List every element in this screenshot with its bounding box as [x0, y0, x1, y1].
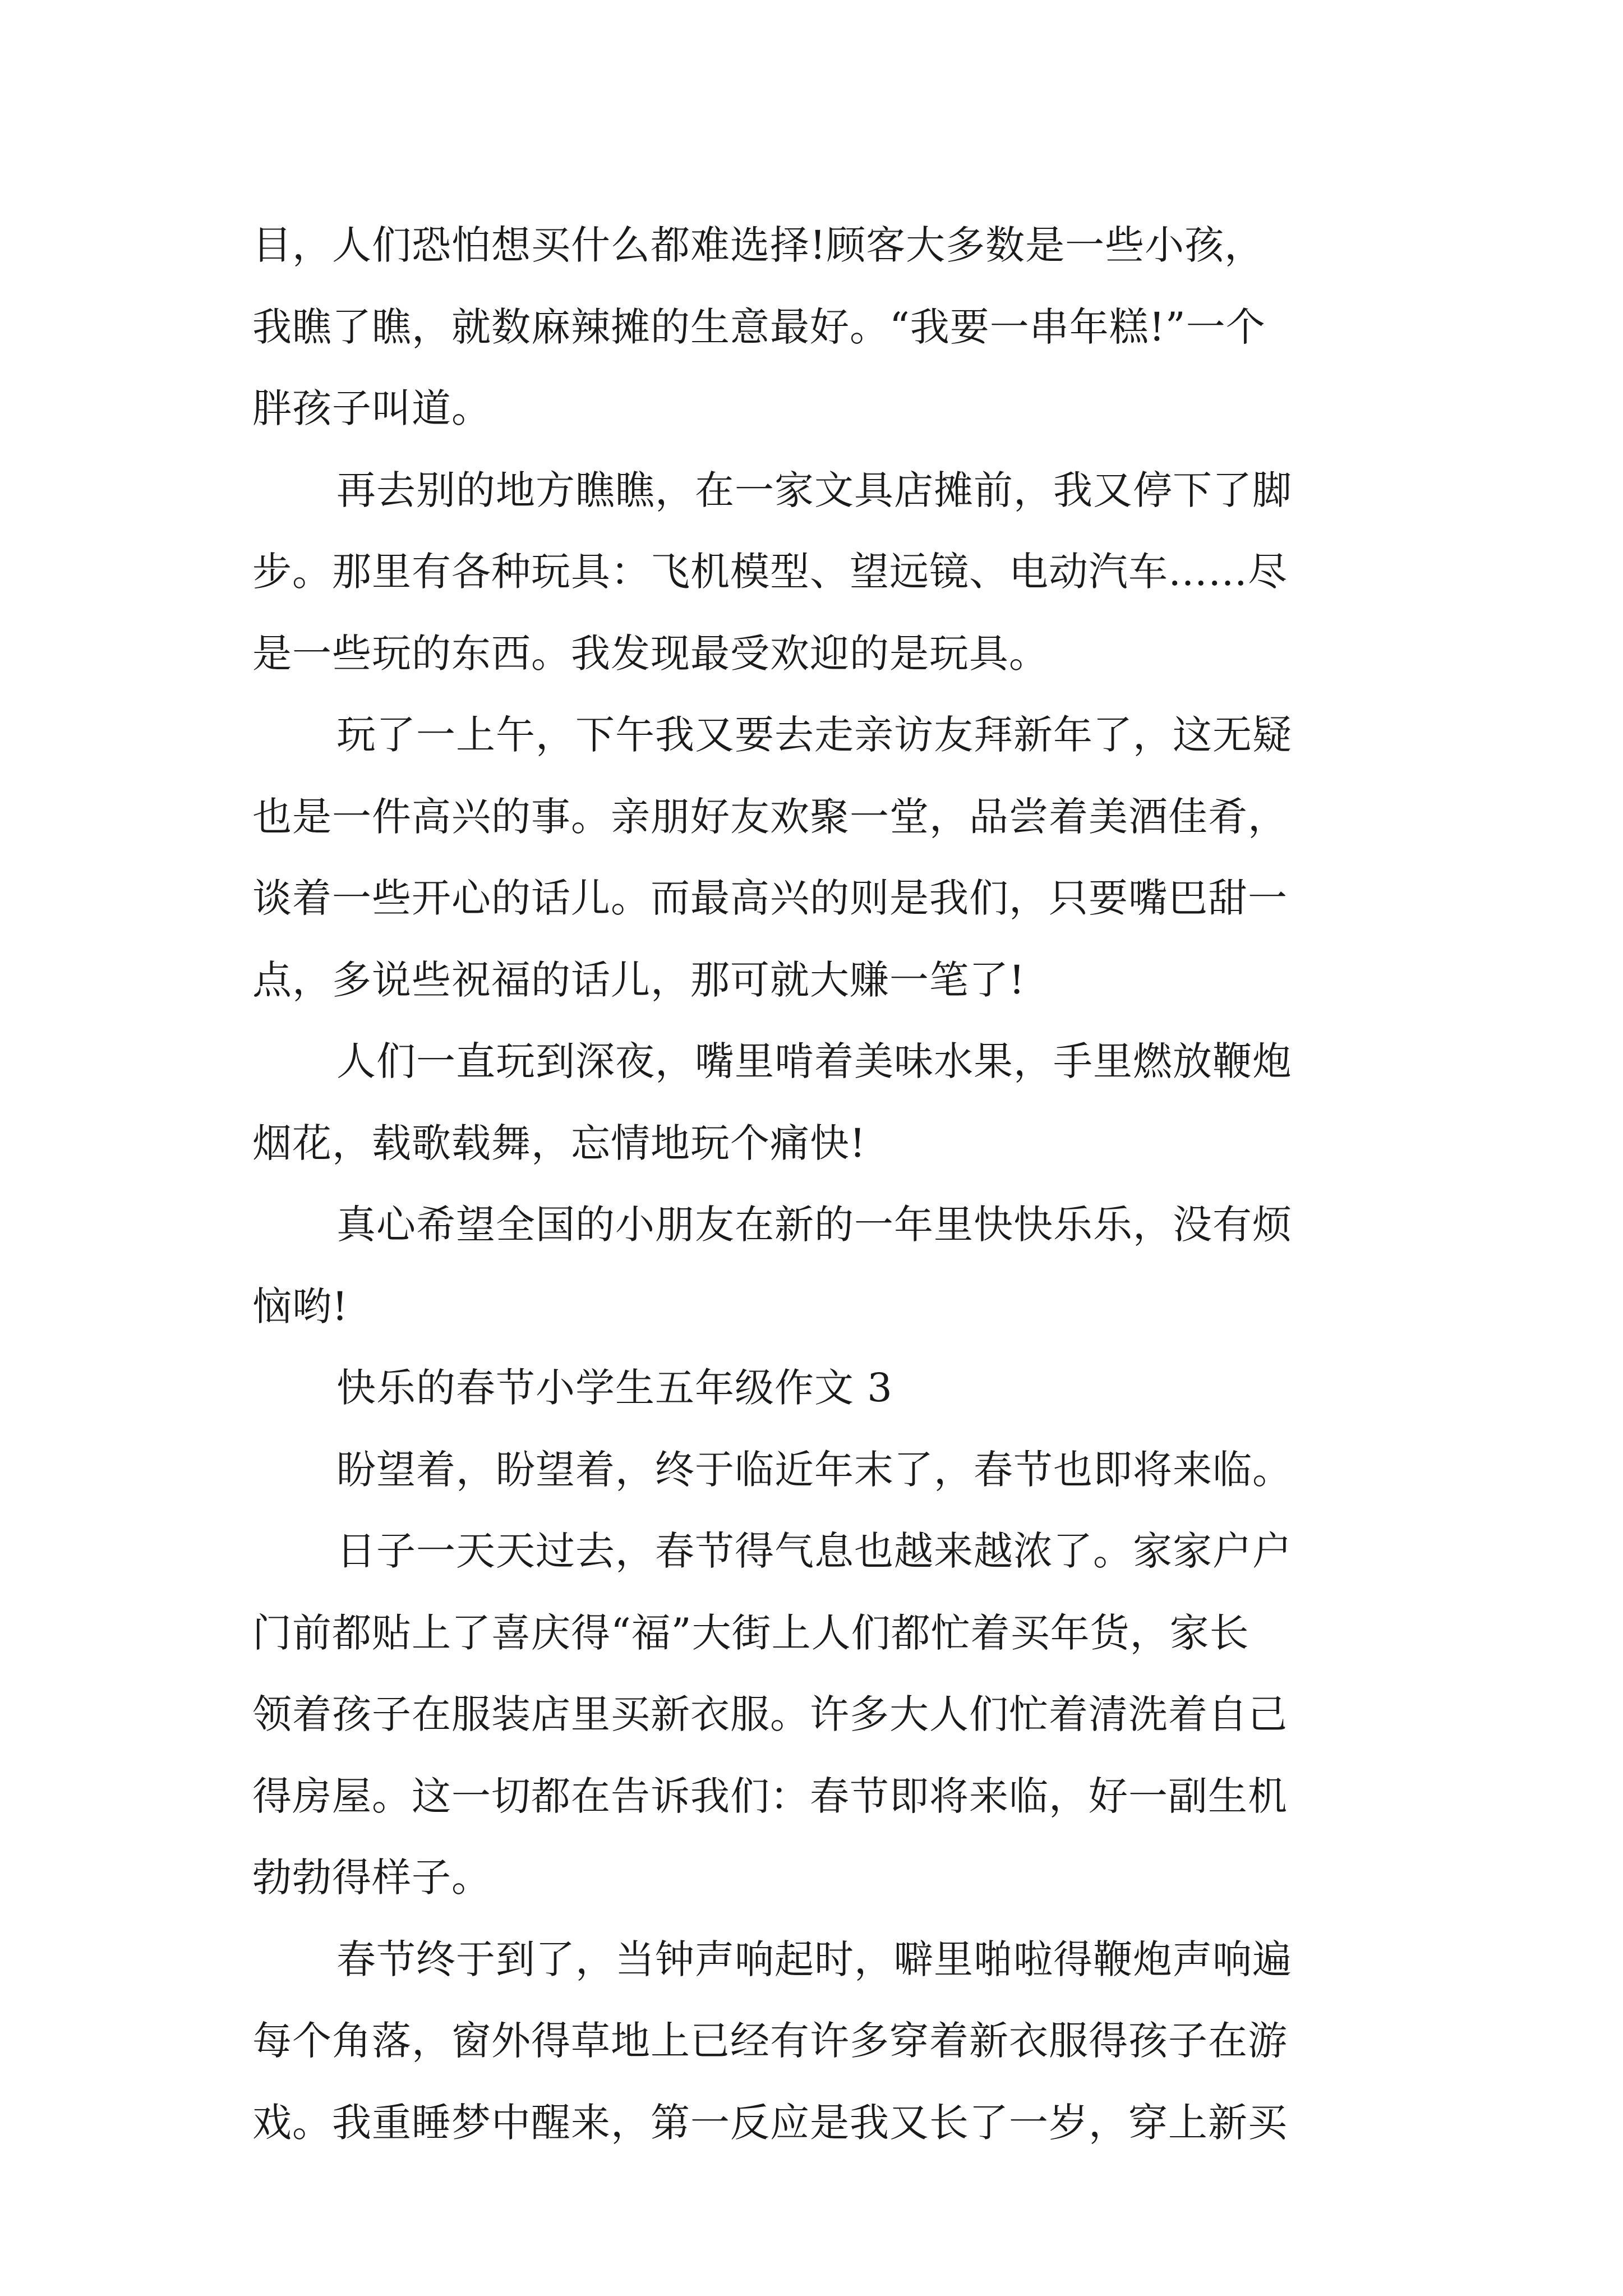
text-line: 人们一直玩到深夜，嘴里啃着美味水果，手里燃放鞭炮 — [336, 1038, 1292, 1084]
text-line: 勃勃得样子。 — [252, 1855, 491, 1901]
document-body — [252, 205, 1385, 2164]
text-line: 每个角落，窗外得草地上已经有许多穿着新衣服得孩子在游 — [252, 2018, 1288, 2064]
text-line: 戏。我重睡梦中醒来，第一反应是我又长了一岁，穿上新买 — [252, 2099, 1288, 2146]
text-line: 胖孩子叫道。 — [252, 385, 491, 431]
text-line: 盼望着，盼望着，终于临近年末了，春节也即将来临。 — [336, 1446, 1292, 1493]
text-line: 恼哟! — [252, 1283, 349, 1329]
text-line: 目，人们恐怕想买什么都难选择!顾客大多数是一些小孩， — [252, 222, 1265, 268]
text-line: 日子一天天过去，春节得气息也越来越浓了。家家户户 — [336, 1528, 1292, 1574]
text-line: 得房屋。这一切都在告诉我们：春节即将来临，好一副生机 — [252, 1773, 1288, 1819]
text-line: 再去别的地方瞧瞧，在一家文具店摊前，我又停下了脚 — [336, 467, 1292, 513]
text-line: 也是一件高兴的事。亲朋好友欢聚一堂，品尝着美酒佳肴， — [252, 793, 1288, 840]
text-line: 步。那里有各种玩具：飞机模型、望远镜、电动汽车……尽 — [252, 549, 1288, 595]
section-heading: 快乐的春节小学生五年级作文 3 — [336, 1365, 893, 1411]
text-line: 我瞧了瞧，就数麻辣摊的生意最好。“我要一串年糕!”一个 — [252, 303, 1266, 350]
text-line: 玩了一上午，下午我又要去走亲访友拜新年了，这无疑 — [336, 712, 1292, 758]
text-line: 门前都贴上了喜庆得“福”大街上人们都忙着买年货，家长 — [252, 1609, 1249, 1656]
text-line: 春节终于到了，当钟声响起时，噼里啪啦得鞭炮声响遍 — [336, 1936, 1292, 1982]
text-line: 真心希望全国的小朋友在新的一年里快快乐乐，没有烦 — [336, 1202, 1292, 1248]
text-line: 领着孩子在服装店里买新衣服。许多大人们忙着清洗着自己 — [252, 1691, 1288, 1737]
text-line: 谈着一些开心的话儿。而最高兴的则是我们，只要嘴巴甜一 — [252, 875, 1288, 921]
text-line: 是一些玩的东西。我发现最受欢迎的是玩具。 — [252, 630, 1049, 677]
text-line: 烟花，载歌载舞，忘情地玩个痛快! — [252, 1120, 866, 1166]
text-line: 点，多说些祝福的话儿，那可就大赚一笔了! — [252, 956, 1026, 1003]
